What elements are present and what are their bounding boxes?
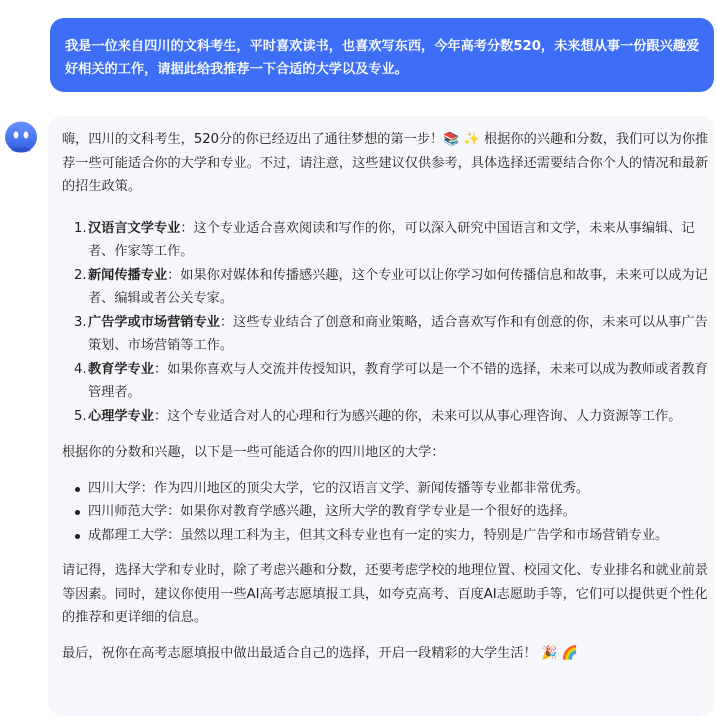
- major-description: ：这个专业适合喜欢阅读和写作的你，可以深入研究中国语言和文学，未来从事编辑、记者、作家等工作。: [88, 220, 695, 259]
- major-title: 新闻传播专业: [88, 267, 168, 283]
- rainbow-emoji-icon: 🌈: [561, 645, 578, 661]
- major-title: 汉语言文学专业: [88, 220, 181, 236]
- user-message-text: 我是一位来自四川的文科考生，平时喜欢读书，也喜欢写东西，今年高考分数520，未来想从事一份跟兴趣爱好相关的工作，请据此给我推荐一下合适的大学以及专业。: [65, 39, 700, 77]
- university-intro: 根据你的分数和兴趣，以下是一些可能适合你的四川地区的大学：: [62, 445, 445, 460]
- bullet-icon: [75, 534, 80, 539]
- university-text: 四川大学：作为四川地区的顶尖大学，它的汉语言文学、新闻传播等专业都非常优秀。: [88, 480, 590, 496]
- major-title: 教育学专业: [88, 361, 154, 377]
- major-recommendation-list: [62, 217, 714, 429]
- major-description: ：这个专业适合对人的心理和行为感兴趣的你，未来可以从事心理咨询、人力资源等工作。: [153, 408, 682, 424]
- closing-paragraph: [62, 642, 714, 666]
- user-message-bubble: [50, 18, 714, 92]
- major-title: 心理学专业: [88, 408, 154, 424]
- assistant-reply: [62, 128, 714, 665]
- university-list: [62, 477, 714, 548]
- list-item: [62, 217, 714, 264]
- list-item: [62, 405, 714, 429]
- intro-paragraph: [62, 128, 714, 199]
- list-item: [62, 358, 714, 405]
- major-description: ：如果你喜欢与人交流并传授知识，教育学可以是一个不错的选择，未来可以成为教师或者教育管理者。: [88, 361, 708, 400]
- intro-text: 嗨，四川的文科考生，520分的你已经迈出了通往梦想的第一步！: [62, 132, 444, 147]
- major-title: 广告学或市场营销专业: [88, 314, 220, 330]
- major-description: ：如果你对媒体和传播感兴趣，这个专业可以让你学习如何传播信息和故事，未来可以成为记者、编辑或者公关专家。: [88, 267, 708, 306]
- assistant-avatar-icon: [4, 120, 38, 154]
- list-item: [62, 477, 714, 501]
- list-number: 4.: [74, 361, 87, 377]
- party-popper-emoji-icon: 🎉: [540, 645, 558, 661]
- intro-text-continued: 根据你的兴趣和分数，我们可以为你推荐一些可能适合你的大学和专业。不过，请注意，这些建议仅供参考，具体选择还需要结合你个人的情况和最新的招生政策。: [62, 132, 709, 194]
- university-text: 四川师范大学：如果你对教育学感兴趣，这所大学的教育学专业是一个很好的选择。: [88, 504, 576, 519]
- list-number: 2.: [74, 267, 87, 283]
- list-number: 5.: [74, 408, 87, 424]
- closing-text: 最后，祝你在高考志愿填报中做出最适合自己的选择，开启一段精彩的大学生活！: [62, 645, 537, 661]
- major-description: ：这些专业结合了创意和商业策略，适合喜欢写作和有创意的你，未来可以从事广告策划、市场营销等工作。: [88, 314, 708, 353]
- list-item: [62, 500, 714, 524]
- bullet-icon: [75, 487, 80, 492]
- list-item: [62, 524, 714, 548]
- reminder-paragraph: 请记得，选择大学和专业时，除了考虑兴趣和分数，还要考虑学校的地理位置、校园文化、专业排名和就业前景等因素。同时，建议你使用一些AI高考志愿填报工具，如夸克高考、百度AI志愿助手等，它们可以提供更个性化的推荐和更详细的信息。: [62, 563, 709, 625]
- sparkles-emoji-icon: ✨: [463, 132, 480, 147]
- university-text: 成都理工大学：虽然以理工科为主，但其文科专业也有一定的实力，特别是广告学和市场营销专业。: [88, 527, 669, 543]
- list-item: [62, 264, 714, 311]
- list-number: 1.: [74, 220, 87, 236]
- list-item: [62, 311, 714, 358]
- bullet-icon: [75, 510, 80, 515]
- books-emoji-icon: 📚: [443, 132, 460, 147]
- list-number: 3.: [74, 314, 87, 330]
